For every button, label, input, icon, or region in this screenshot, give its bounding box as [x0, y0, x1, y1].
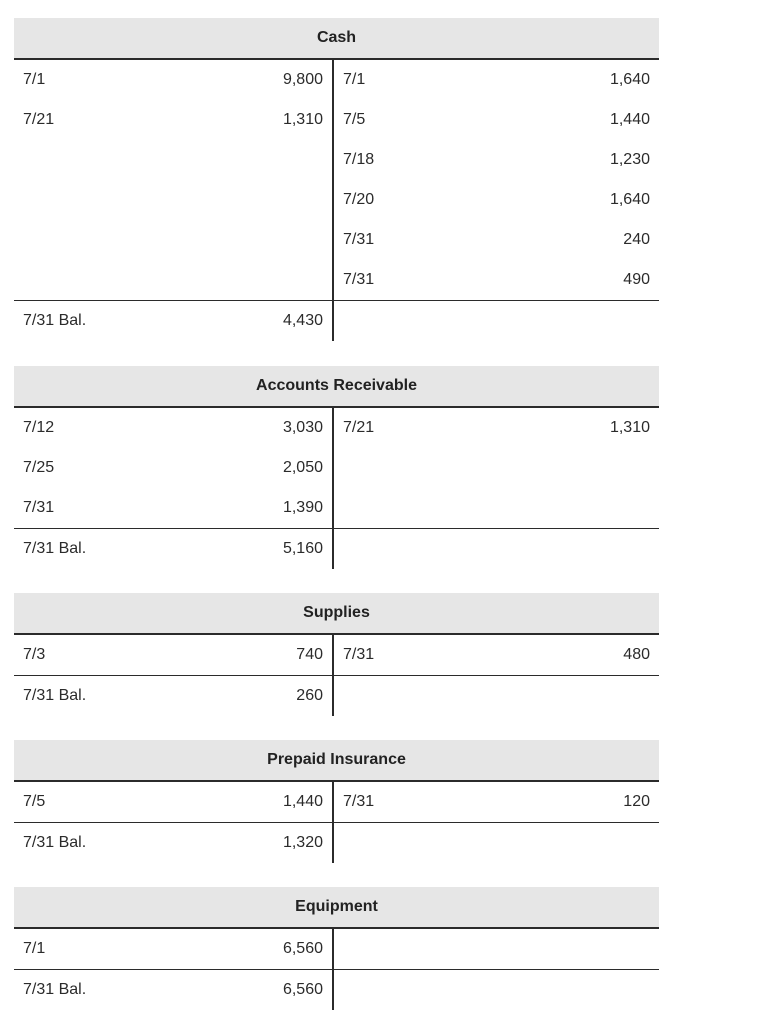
- t-account-body: [14, 782, 659, 863]
- credit-side: [334, 180, 659, 220]
- ledger-entry-row: [14, 180, 659, 220]
- debit-date: 7/5: [23, 793, 46, 810]
- balance-label: 7/31 Bal.: [23, 312, 87, 329]
- t-account: [14, 593, 659, 716]
- credit-side: [334, 260, 659, 300]
- credit-side: [334, 60, 659, 100]
- balance-label: 7/31 Bal.: [23, 687, 87, 704]
- credit-date: 7/1: [343, 71, 366, 88]
- credit-amount: 1,230: [609, 151, 650, 168]
- debit-side: [14, 408, 334, 448]
- debit-date: 7/21: [23, 111, 55, 128]
- credit-amount: 1,640: [609, 71, 650, 88]
- debit-amount: 9,800: [282, 71, 323, 88]
- debit-side: [14, 448, 334, 488]
- ledger-entry-row: [14, 782, 659, 822]
- debit-date: 7/1: [23, 940, 46, 957]
- account-title: Supplies: [14, 593, 659, 635]
- ledger-entry-row: [14, 260, 659, 300]
- credit-side: [334, 929, 659, 969]
- credit-amount: 1,440: [609, 111, 650, 128]
- balance-credit-side: [334, 301, 659, 341]
- credit-side: [334, 220, 659, 260]
- ledger-entry-row: [14, 488, 659, 528]
- debit-side: [14, 260, 334, 300]
- credit-side: [334, 782, 659, 822]
- balance-credit-side: [334, 529, 659, 569]
- account-title: Prepaid Insurance: [14, 740, 659, 782]
- ledger-entry-row: [14, 100, 659, 140]
- debit-amount: 2,050: [282, 459, 323, 476]
- ledger-entry-row: [14, 140, 659, 180]
- credit-date: 7/5: [343, 111, 366, 128]
- debit-side: [14, 220, 334, 260]
- debit-date: 7/3: [23, 646, 46, 663]
- debit-amount: 740: [296, 646, 323, 663]
- t-account-body: [14, 929, 659, 1010]
- credit-date: 7/31: [343, 271, 375, 288]
- credit-amount: 490: [623, 271, 650, 288]
- balance-debit-side: [14, 301, 334, 341]
- balance-row: [14, 675, 659, 716]
- debit-side: [14, 180, 334, 220]
- balance-amount: 5,160: [282, 540, 323, 557]
- debit-side: [14, 100, 334, 140]
- balance-debit-side: [14, 676, 334, 716]
- credit-side: [334, 448, 659, 488]
- debit-side: [14, 635, 334, 675]
- t-account: [14, 366, 659, 569]
- balance-label: 7/31 Bal.: [23, 540, 87, 557]
- t-account: [14, 887, 659, 1010]
- balance-credit-side: [334, 823, 659, 863]
- credit-date: 7/21: [343, 419, 375, 436]
- balance-debit-side: [14, 970, 334, 1010]
- ledger-entry-row: [14, 60, 659, 100]
- balance-label: 7/31 Bal.: [23, 981, 87, 998]
- balance-amount: 1,320: [282, 834, 323, 851]
- balance-debit-side: [14, 823, 334, 863]
- debit-side: [14, 929, 334, 969]
- t-account-body: [14, 408, 659, 569]
- ledger-entry-row: [14, 220, 659, 260]
- credit-side: [334, 635, 659, 675]
- balance-row: [14, 300, 659, 341]
- debit-side: [14, 60, 334, 100]
- credit-amount: 480: [623, 646, 650, 663]
- ledger-entry-row: [14, 929, 659, 969]
- debit-date: 7/25: [23, 459, 55, 476]
- debit-date: 7/1: [23, 71, 46, 88]
- credit-date: 7/18: [343, 151, 375, 168]
- t-account-body: [14, 60, 659, 341]
- credit-date: 7/20: [343, 191, 375, 208]
- debit-side: [14, 782, 334, 822]
- balance-amount: 260: [296, 687, 323, 704]
- debit-amount: 1,390: [282, 499, 323, 516]
- credit-side: [334, 488, 659, 528]
- balance-amount: 4,430: [282, 312, 323, 329]
- t-account-body: [14, 635, 659, 716]
- credit-date: 7/31: [343, 231, 375, 248]
- credit-side: [334, 140, 659, 180]
- debit-amount: 6,560: [282, 940, 323, 957]
- t-account: [14, 740, 659, 863]
- balance-amount: 6,560: [282, 981, 323, 998]
- credit-side: [334, 100, 659, 140]
- ledger-entry-row: [14, 448, 659, 488]
- balance-row: [14, 969, 659, 1010]
- credit-side: [334, 408, 659, 448]
- balance-debit-side: [14, 529, 334, 569]
- debit-date: 7/12: [23, 419, 55, 436]
- balance-row: [14, 528, 659, 569]
- debit-amount: 3,030: [282, 419, 323, 436]
- debit-date: 7/31: [23, 499, 55, 516]
- t-account: [14, 18, 659, 341]
- credit-date: 7/31: [343, 646, 375, 663]
- balance-row: [14, 822, 659, 863]
- debit-amount: 1,440: [282, 793, 323, 810]
- credit-date: 7/31: [343, 793, 375, 810]
- debit-side: [14, 140, 334, 180]
- account-title: Accounts Receivable: [14, 366, 659, 408]
- credit-amount: 1,310: [609, 419, 650, 436]
- account-title: Equipment: [14, 887, 659, 929]
- ledger-entry-row: [14, 408, 659, 448]
- balance-credit-side: [334, 676, 659, 716]
- credit-amount: 1,640: [609, 191, 650, 208]
- debit-side: [14, 488, 334, 528]
- account-title: Cash: [14, 18, 659, 60]
- balance-label: 7/31 Bal.: [23, 834, 87, 851]
- debit-amount: 1,310: [282, 111, 323, 128]
- credit-amount: 240: [623, 231, 650, 248]
- balance-credit-side: [334, 970, 659, 1010]
- ledger-entry-row: [14, 635, 659, 675]
- credit-amount: 120: [623, 793, 650, 810]
